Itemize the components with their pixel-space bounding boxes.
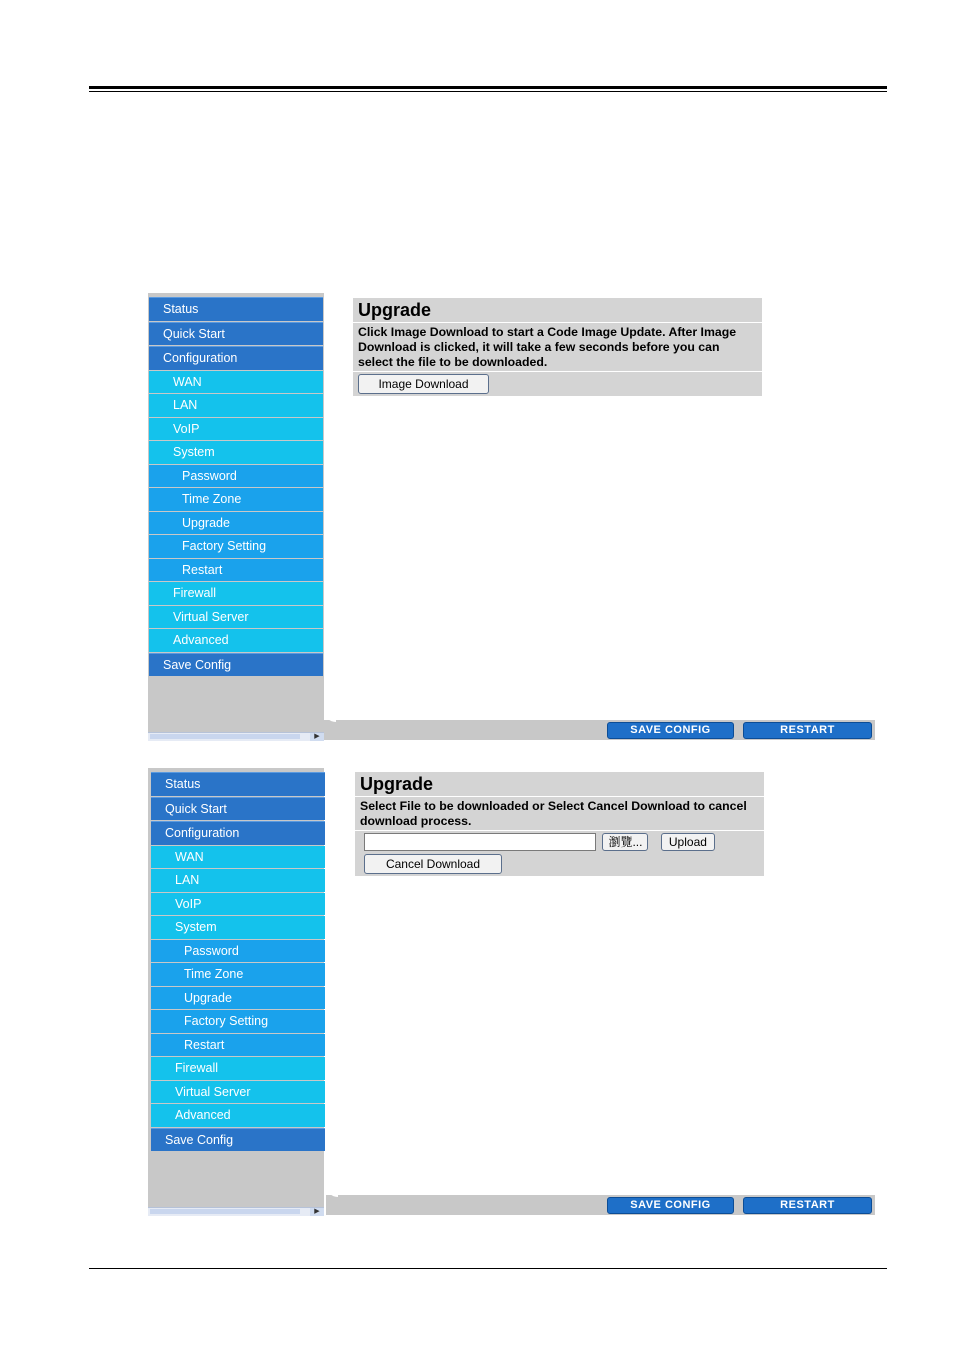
upgrade-panel <box>353 298 762 396</box>
header-rule-thin <box>89 91 887 92</box>
sidebar-item-advanced[interactable]: Advanced <box>149 629 323 652</box>
sidebar-item-advanced[interactable]: Advanced <box>151 1104 325 1127</box>
screenshot-image-download <box>148 293 875 740</box>
sidebar-item-restart[interactable]: Restart <box>151 1034 325 1057</box>
sidebar-item-wan[interactable]: WAN <box>149 371 323 394</box>
sidebar-item-time-zone[interactable]: Time Zone <box>149 488 323 511</box>
sidebar-item-configuration[interactable]: Configuration <box>149 346 323 370</box>
sidebar-item-firewall[interactable]: Firewall <box>149 582 323 605</box>
panel-title: Upgrade <box>355 772 764 797</box>
footer-bar <box>326 1195 875 1215</box>
panel-actions <box>353 372 762 396</box>
sidebar-item-status[interactable]: Status <box>149 297 323 321</box>
sidebar <box>148 768 324 1215</box>
panel-title: Upgrade <box>353 298 762 323</box>
scrollbar-thumb[interactable] <box>150 1209 300 1214</box>
footer-bar <box>324 720 875 740</box>
sidebar-item-firewall[interactable]: Firewall <box>151 1057 325 1080</box>
sidebar-item-virtual-server[interactable]: Virtual Server <box>149 606 323 629</box>
sidebar-item-save-config[interactable]: Save Config <box>151 1128 325 1152</box>
upload-button[interactable]: Upload <box>661 833 715 851</box>
scrollbar-thumb[interactable] <box>150 734 300 739</box>
sidebar-item-password[interactable]: Password <box>149 465 323 488</box>
sidebar <box>148 293 324 740</box>
sidebar-item-virtual-server[interactable]: Virtual Server <box>151 1081 325 1104</box>
sidebar-item-status[interactable]: Status <box>151 772 325 796</box>
restart-button[interactable]: RESTART <box>743 722 872 739</box>
screenshot-file-upload <box>148 768 875 1215</box>
scroll-right-arrow-icon[interactable]: ▶ <box>310 733 324 741</box>
horizontal-scrollbar[interactable] <box>148 732 324 741</box>
horizontal-scrollbar[interactable] <box>148 1207 324 1216</box>
sidebar-item-lan[interactable]: LAN <box>151 869 325 892</box>
sidebar-item-voip[interactable]: VoIP <box>151 893 325 916</box>
sidebar-item-system[interactable]: System <box>151 916 325 939</box>
sidebar-item-time-zone[interactable]: Time Zone <box>151 963 325 986</box>
sidebar-item-lan[interactable]: LAN <box>149 394 323 417</box>
sidebar-item-factory-setting[interactable]: Factory Setting <box>149 535 323 558</box>
save-config-button[interactable]: SAVE CONFIG <box>607 722 734 739</box>
header-rule <box>89 86 887 89</box>
cancel-download-button[interactable]: Cancel Download <box>364 854 502 874</box>
sidebar-item-upgrade[interactable]: Upgrade <box>149 512 323 535</box>
browse-button[interactable]: 瀏覽... <box>602 833 648 851</box>
sidebar-item-voip[interactable]: VoIP <box>149 418 323 441</box>
save-config-button[interactable]: SAVE CONFIG <box>607 1197 734 1214</box>
restart-button[interactable]: RESTART <box>743 1197 872 1214</box>
panel-actions <box>355 831 764 876</box>
sidebar-item-restart[interactable]: Restart <box>149 559 323 582</box>
sidebar-item-wan[interactable]: WAN <box>151 846 325 869</box>
sidebar-item-save-config[interactable]: Save Config <box>149 653 323 677</box>
sidebar-item-quick-start[interactable]: Quick Start <box>149 322 323 346</box>
sidebar-menu <box>149 297 323 677</box>
sidebar-item-password[interactable]: Password <box>151 940 325 963</box>
image-download-button[interactable]: Image Download <box>358 374 489 394</box>
sidebar-item-factory-setting[interactable]: Factory Setting <box>151 1010 325 1033</box>
sidebar-item-system[interactable]: System <box>149 441 323 464</box>
file-path-input[interactable] <box>364 833 596 851</box>
sidebar-item-configuration[interactable]: Configuration <box>151 821 325 845</box>
sidebar-menu <box>151 772 325 1152</box>
panel-description: Select File to be downloaded or Select Cancel Download to cancel download process. <box>355 797 764 831</box>
sidebar-item-upgrade[interactable]: Upgrade <box>151 987 325 1010</box>
scroll-right-arrow-icon[interactable]: ▶ <box>310 1208 324 1216</box>
panel-description: Click Image Download to start a Code Image Update. After Image Download is clicked, it will take a few seconds before you can select the file to be downloaded. <box>353 323 762 372</box>
footer-rule <box>89 1268 887 1269</box>
sidebar-item-quick-start[interactable]: Quick Start <box>151 797 325 821</box>
upgrade-panel <box>355 772 764 876</box>
